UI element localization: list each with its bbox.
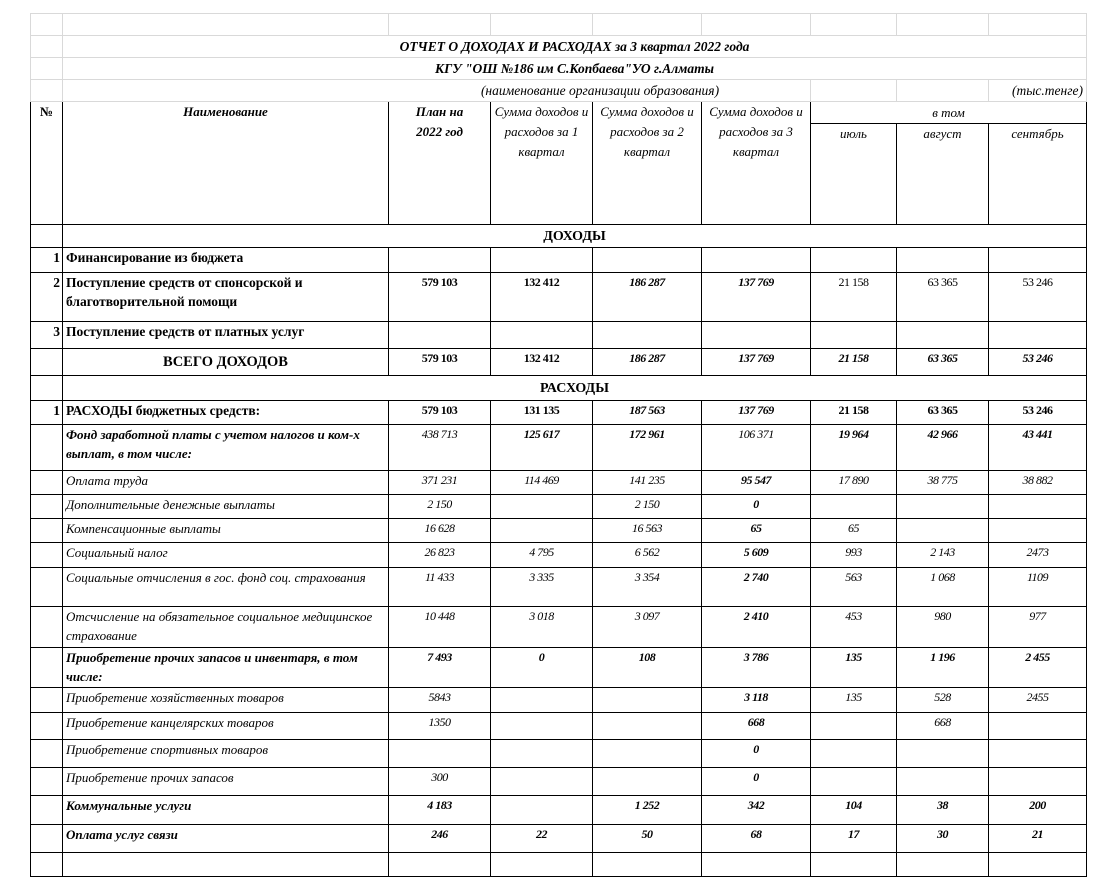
- cell-q2[interactable]: [593, 688, 702, 713]
- cell-q1[interactable]: 131 135: [491, 401, 593, 425]
- cell[interactable]: [63, 14, 389, 36]
- income-total-row: [31, 349, 1087, 376]
- cell-q1[interactable]: [491, 322, 593, 349]
- cell-q2[interactable]: 50: [593, 825, 702, 853]
- total-q1[interactable]: 132 412: [491, 349, 593, 376]
- cell-q3[interactable]: 0: [702, 495, 811, 519]
- cell-plan[interactable]: 300: [389, 768, 491, 796]
- cell-q3[interactable]: 5 609: [702, 543, 811, 568]
- cell[interactable]: [811, 14, 897, 36]
- cell-jul[interactable]: 17 890: [811, 471, 897, 495]
- cell-q2[interactable]: 2 150: [593, 495, 702, 519]
- header-name[interactable]: Наименование: [63, 102, 389, 225]
- cell[interactable]: [593, 853, 702, 877]
- cell-plan[interactable]: [389, 740, 491, 768]
- cell-jul[interactable]: [811, 248, 897, 273]
- row-name[interactable]: Компенсационные выплаты: [63, 519, 389, 543]
- cell-aug[interactable]: 668: [897, 713, 989, 740]
- cell[interactable]: [897, 80, 989, 102]
- row-number[interactable]: [31, 648, 63, 688]
- expense-row: [31, 796, 1087, 825]
- cell-q1[interactable]: [491, 519, 593, 543]
- cell[interactable]: [897, 14, 989, 36]
- cell-q1[interactable]: [491, 688, 593, 713]
- cell-q2[interactable]: 108: [593, 648, 702, 688]
- cell-aug[interactable]: 1 068: [897, 568, 989, 607]
- expense-row: [31, 648, 1087, 688]
- expense-row: [31, 568, 1087, 607]
- cell-q2[interactable]: 172 961: [593, 425, 702, 471]
- cell-q2[interactable]: 186 287: [593, 273, 702, 322]
- organization-name[interactable]: КГУ "ОШ №186 им С.Копбаева"УО г.Алматы: [63, 58, 1087, 80]
- cell[interactable]: [702, 14, 811, 36]
- cell-plan[interactable]: 4 183: [389, 796, 491, 825]
- cell[interactable]: [811, 853, 897, 877]
- cell-q3[interactable]: [702, 248, 811, 273]
- cell-plan[interactable]: 5843: [389, 688, 491, 713]
- expense-rows: [31, 401, 1087, 853]
- expense-row: [31, 825, 1087, 853]
- cell-plan[interactable]: 10 448: [389, 607, 491, 648]
- row-number[interactable]: [31, 543, 63, 568]
- cell-sep[interactable]: [989, 322, 1087, 349]
- cell[interactable]: [989, 14, 1087, 36]
- cell-q2[interactable]: [593, 740, 702, 768]
- cell-q1[interactable]: [491, 768, 593, 796]
- expense-row: [31, 713, 1087, 740]
- header-july[interactable]: июль: [811, 124, 897, 225]
- cell-plan[interactable]: 11 433: [389, 568, 491, 607]
- cell-q2[interactable]: 3 097: [593, 607, 702, 648]
- header-august[interactable]: август: [897, 124, 989, 225]
- header-q1[interactable]: Сумма доходов и расходов за 1 квартал: [491, 102, 593, 225]
- row-number[interactable]: 3: [31, 322, 63, 349]
- row-number[interactable]: [31, 825, 63, 853]
- cell-q2[interactable]: 6 562: [593, 543, 702, 568]
- section-income-row: [31, 225, 1087, 248]
- cell-sep[interactable]: [989, 519, 1087, 543]
- header-q2[interactable]: Сумма доходов и расходов за 2 квартал: [593, 102, 702, 225]
- row-number[interactable]: [31, 519, 63, 543]
- cell-plan[interactable]: 1350: [389, 713, 491, 740]
- cell-sep[interactable]: [989, 713, 1087, 740]
- cell-q2[interactable]: 3 354: [593, 568, 702, 607]
- cell-jul[interactable]: [811, 495, 897, 519]
- cell-q2[interactable]: 16 563: [593, 519, 702, 543]
- cell-aug[interactable]: [897, 322, 989, 349]
- expense-row: [31, 543, 1087, 568]
- cell-jul[interactable]: 21 158: [811, 273, 897, 322]
- expense-row: [31, 471, 1087, 495]
- cell-plan[interactable]: [389, 322, 491, 349]
- cell-jul[interactable]: 65: [811, 519, 897, 543]
- row-name[interactable]: РАСХОДЫ бюджетных средств:: [63, 401, 389, 425]
- cell-aug[interactable]: 38 775: [897, 471, 989, 495]
- cell-sep[interactable]: 2 455: [989, 648, 1087, 688]
- caption-row: [31, 80, 1087, 102]
- cell-q3[interactable]: 95 547: [702, 471, 811, 495]
- row-number[interactable]: [31, 471, 63, 495]
- cell[interactable]: [702, 853, 811, 877]
- cell-jul[interactable]: 104: [811, 796, 897, 825]
- cell-q1[interactable]: [491, 740, 593, 768]
- cell[interactable]: [491, 853, 593, 877]
- header-september[interactable]: сентябрь: [989, 124, 1087, 225]
- cell-q3[interactable]: 3 118: [702, 688, 811, 713]
- cell-sep[interactable]: 53 246: [989, 401, 1087, 425]
- expense-row: [31, 607, 1087, 648]
- cell-aug[interactable]: [897, 248, 989, 273]
- row-name[interactable]: Приобретение прочих запасов и инвентаря, в том числе:: [63, 648, 389, 688]
- cell-aug[interactable]: [897, 519, 989, 543]
- cell-q1[interactable]: [491, 248, 593, 273]
- cell-aug[interactable]: 2 143: [897, 543, 989, 568]
- cell-jul[interactable]: 135: [811, 688, 897, 713]
- row-name[interactable]: Дополнительные денежные выплаты: [63, 495, 389, 519]
- cell-jul[interactable]: 21 158: [811, 401, 897, 425]
- cell-jul[interactable]: 19 964: [811, 425, 897, 471]
- cell-aug[interactable]: 1 196: [897, 648, 989, 688]
- cell-aug[interactable]: [897, 495, 989, 519]
- report-table: [30, 13, 1087, 877]
- total-sep[interactable]: 53 246: [989, 349, 1087, 376]
- section-expenses-row: [31, 376, 1087, 401]
- cell-sep[interactable]: 200: [989, 796, 1087, 825]
- cell-jul[interactable]: [811, 768, 897, 796]
- cell-jul[interactable]: 453: [811, 607, 897, 648]
- cell-q3[interactable]: 68: [702, 825, 811, 853]
- report-title[interactable]: ОТЧЕТ О ДОХОДАХ И РАСХОДАХ за 3 квартал 2022 года: [63, 36, 1087, 58]
- cell-sep[interactable]: 43 441: [989, 425, 1087, 471]
- cell[interactable]: [897, 853, 989, 877]
- row-number[interactable]: [31, 425, 63, 471]
- cell-q1[interactable]: 4 795: [491, 543, 593, 568]
- cell[interactable]: [63, 853, 389, 877]
- cell[interactable]: [31, 225, 63, 248]
- cell-sep[interactable]: [989, 740, 1087, 768]
- cell-aug[interactable]: [897, 768, 989, 796]
- income-rows: [31, 248, 1087, 349]
- cell-q3[interactable]: 2 740: [702, 568, 811, 607]
- header-row: [31, 102, 1087, 124]
- cell-plan[interactable]: 579 103: [389, 401, 491, 425]
- cell-plan[interactable]: 438 713: [389, 425, 491, 471]
- cell-q1[interactable]: [491, 495, 593, 519]
- expense-row: [31, 740, 1087, 768]
- blank-row: [31, 14, 1087, 36]
- cell-q3[interactable]: 342: [702, 796, 811, 825]
- cell-plan[interactable]: 579 103: [389, 273, 491, 322]
- row-name[interactable]: Поступление средств от платных услуг: [63, 322, 389, 349]
- expense-row: [31, 768, 1087, 796]
- header-no[interactable]: №: [31, 102, 63, 225]
- row-name[interactable]: Приобретение хозяйственных товаров: [63, 688, 389, 713]
- cell-q1[interactable]: 125 617: [491, 425, 593, 471]
- cell-q3[interactable]: 3 786: [702, 648, 811, 688]
- row-name[interactable]: Отсчисление на обязательное социальное медицинское страхование: [63, 607, 389, 648]
- cell-jul[interactable]: 563: [811, 568, 897, 607]
- row-name[interactable]: Поступление средств от спонсорской и благотворительной помощи: [63, 273, 389, 322]
- cell-aug[interactable]: 528: [897, 688, 989, 713]
- cell[interactable]: [989, 853, 1087, 877]
- row-number[interactable]: 1: [31, 401, 63, 425]
- cell-sep[interactable]: 21: [989, 825, 1087, 853]
- cell-jul[interactable]: [811, 740, 897, 768]
- row-number[interactable]: [31, 495, 63, 519]
- cell-aug[interactable]: 30: [897, 825, 989, 853]
- cell-q3[interactable]: 0: [702, 740, 811, 768]
- cell-q1[interactable]: 114 469: [491, 471, 593, 495]
- expense-row: [31, 688, 1087, 713]
- cell-q1[interactable]: 22: [491, 825, 593, 853]
- row-number[interactable]: [31, 568, 63, 607]
- expense-row: [31, 495, 1087, 519]
- row-number[interactable]: [31, 688, 63, 713]
- row-number[interactable]: [31, 713, 63, 740]
- report-sheet: [30, 13, 1086, 877]
- cell-q2[interactable]: [593, 713, 702, 740]
- row-number[interactable]: [31, 607, 63, 648]
- cell-aug[interactable]: [897, 740, 989, 768]
- truncated-row: [31, 853, 1087, 877]
- cell-sep[interactable]: 2455: [989, 688, 1087, 713]
- cell[interactable]: [31, 58, 63, 80]
- income-row: [31, 322, 1087, 349]
- cell-q1[interactable]: 132 412: [491, 273, 593, 322]
- cell-plan[interactable]: 16 628: [389, 519, 491, 543]
- cell-aug[interactable]: 980: [897, 607, 989, 648]
- row-number[interactable]: [31, 740, 63, 768]
- row-number[interactable]: 1: [31, 248, 63, 273]
- income-row: [31, 273, 1087, 322]
- header-q3[interactable]: Сумма доходов и расходов за 3 квартал: [702, 102, 811, 225]
- cell-aug[interactable]: 63 365: [897, 273, 989, 322]
- title-row: [31, 36, 1087, 58]
- organization-row: [31, 58, 1087, 80]
- cell-q2[interactable]: 1 252: [593, 796, 702, 825]
- cell-q2[interactable]: 187 563: [593, 401, 702, 425]
- row-name[interactable]: Приобретение спортивных товаров: [63, 740, 389, 768]
- cell-sep[interactable]: [989, 495, 1087, 519]
- cell-q2[interactable]: 141 235: [593, 471, 702, 495]
- cell-q3[interactable]: 137 769: [702, 273, 811, 322]
- cell-q3[interactable]: 668: [702, 713, 811, 740]
- row-name[interactable]: Коммунальные услуги: [63, 796, 389, 825]
- cell-jul[interactable]: 993: [811, 543, 897, 568]
- cell-q3[interactable]: 65: [702, 519, 811, 543]
- cell-plan[interactable]: 2 150: [389, 495, 491, 519]
- cell-sep[interactable]: [989, 248, 1087, 273]
- cell[interactable]: [31, 80, 63, 102]
- row-number[interactable]: 2: [31, 273, 63, 322]
- unit-label[interactable]: (тыс.тенге): [989, 80, 1087, 102]
- cell[interactable]: [31, 853, 63, 877]
- row-name[interactable]: Приобретение канцелярских товаров: [63, 713, 389, 740]
- cell-q3[interactable]: [702, 322, 811, 349]
- header-including[interactable]: в том: [811, 102, 1087, 124]
- cell-plan[interactable]: [389, 248, 491, 273]
- cell-q2[interactable]: [593, 248, 702, 273]
- row-name[interactable]: Фонд заработной платы с учетом налогов и ком-х выплат, в том числе:: [63, 425, 389, 471]
- cell-plan[interactable]: 7 493: [389, 648, 491, 688]
- organization-caption[interactable]: (наименование организации образования): [63, 80, 811, 102]
- cell-jul[interactable]: 135: [811, 648, 897, 688]
- total-q3[interactable]: 137 769: [702, 349, 811, 376]
- cell-q3[interactable]: 106 371: [702, 425, 811, 471]
- cell-plan[interactable]: 26 823: [389, 543, 491, 568]
- cell-aug[interactable]: 38: [897, 796, 989, 825]
- cell-q3[interactable]: 2 410: [702, 607, 811, 648]
- cell-q1[interactable]: 0: [491, 648, 593, 688]
- cell[interactable]: [31, 36, 63, 58]
- cell-sep[interactable]: 38 882: [989, 471, 1087, 495]
- row-name[interactable]: Социальный налог: [63, 543, 389, 568]
- cell[interactable]: [31, 376, 63, 401]
- cell-sep[interactable]: 977: [989, 607, 1087, 648]
- cell-jul[interactable]: [811, 322, 897, 349]
- cell-q1[interactable]: 3 335: [491, 568, 593, 607]
- row-number[interactable]: [31, 768, 63, 796]
- cell-q2[interactable]: [593, 322, 702, 349]
- cell-q3[interactable]: 137 769: [702, 401, 811, 425]
- cell-q2[interactable]: [593, 768, 702, 796]
- cell-sep[interactable]: 2473: [989, 543, 1087, 568]
- row-number[interactable]: [31, 796, 63, 825]
- section-expenses-title[interactable]: РАСХОДЫ: [63, 376, 1087, 401]
- cell-sep[interactable]: 1109: [989, 568, 1087, 607]
- cell-q3[interactable]: 0: [702, 768, 811, 796]
- cell-aug[interactable]: 42 966: [897, 425, 989, 471]
- cell[interactable]: [593, 14, 702, 36]
- cell-q1[interactable]: 3 018: [491, 607, 593, 648]
- total-aug[interactable]: 63 365: [897, 349, 989, 376]
- cell[interactable]: [389, 853, 491, 877]
- expense-row: [31, 401, 1087, 425]
- cell-jul[interactable]: [811, 713, 897, 740]
- row-name[interactable]: Приобретение прочих запасов: [63, 768, 389, 796]
- cell[interactable]: [31, 14, 63, 36]
- row-name[interactable]: Оплата услуг связи: [63, 825, 389, 853]
- income-row: [31, 248, 1087, 273]
- cell[interactable]: [389, 14, 491, 36]
- total-plan[interactable]: 579 103: [389, 349, 491, 376]
- cell-q1[interactable]: [491, 796, 593, 825]
- cell-sep[interactable]: 53 246: [989, 273, 1087, 322]
- cell[interactable]: [811, 80, 897, 102]
- total-q2[interactable]: 186 287: [593, 349, 702, 376]
- section-income-title[interactable]: ДОХОДЫ: [63, 225, 1087, 248]
- cell[interactable]: [491, 14, 593, 36]
- expense-row: [31, 519, 1087, 543]
- row-name[interactable]: Социальные отчисления в гос. фонд соц. страхования: [63, 568, 389, 607]
- cell-aug[interactable]: 63 365: [897, 401, 989, 425]
- row-name[interactable]: Оплата труда: [63, 471, 389, 495]
- cell-jul[interactable]: 17: [811, 825, 897, 853]
- expense-row: [31, 425, 1087, 471]
- cell-plan[interactable]: 371 231: [389, 471, 491, 495]
- cell-plan[interactable]: 246: [389, 825, 491, 853]
- cell[interactable]: [31, 349, 63, 376]
- income-total-label[interactable]: ВСЕГО ДОХОДОВ: [63, 349, 389, 376]
- header-plan[interactable]: План на 2022 год: [389, 102, 491, 225]
- total-jul[interactable]: 21 158: [811, 349, 897, 376]
- cell-q1[interactable]: [491, 713, 593, 740]
- cell-sep[interactable]: [989, 768, 1087, 796]
- row-name[interactable]: Финансирование из бюджета: [63, 248, 389, 273]
